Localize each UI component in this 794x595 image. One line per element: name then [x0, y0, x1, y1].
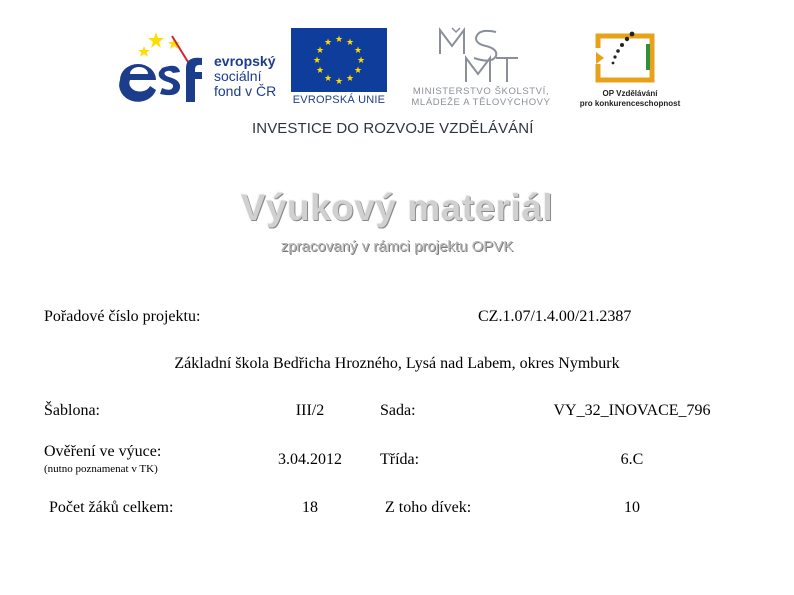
project-number-label: Pořadové číslo projektu:	[44, 308, 201, 325]
trida-label: Třída:	[380, 451, 420, 468]
overeni-label: Ověření ve výuce:	[44, 443, 162, 460]
msmt-line2: MLÁDEŽE A TĚLOVÝCHOVY	[411, 97, 551, 108]
sada-label: Sada:	[380, 402, 416, 419]
svg-text:★: ★	[334, 77, 344, 87]
msmt-line1: MINISTERSTVO ŠKOLSTVÍ,	[412, 86, 550, 97]
investice-tagline: INVESTICE DO ROZVOJE VZDĚLÁVÁNÍ	[252, 120, 534, 137]
op-logo	[594, 30, 660, 86]
esf-wordmark	[214, 54, 276, 99]
school-name: Základní škola Bedřicha Hrozného, Lysá nad Labem, okres Nymburk	[174, 355, 620, 372]
esf-logo	[116, 28, 210, 106]
svg-text:★: ★	[323, 38, 333, 48]
pocet-label: Počet žáků celkem:	[49, 499, 174, 516]
op-line1: OP Vzdělávání	[602, 89, 658, 98]
divky-label: Z toho dívek:	[385, 499, 472, 516]
overeni-note: (nutno poznamenat v TK)	[44, 463, 158, 475]
trida-value: 6.C	[620, 451, 644, 468]
svg-text:★: ★	[353, 66, 363, 76]
sablona-value: III/2	[295, 402, 325, 419]
svg-text:★: ★	[315, 66, 325, 76]
pocet-value: 18	[302, 499, 318, 516]
sablona-label: Šablona:	[44, 402, 100, 419]
svg-text:★: ★	[356, 56, 366, 66]
project-number-value: CZ.1.07/1.4.00/21.2387	[478, 308, 632, 325]
page-title: Výukový materiál	[240, 187, 554, 228]
overeni-value: 3.04.2012	[278, 451, 342, 468]
msmt-logo	[436, 26, 522, 84]
esf-line1: evropský	[214, 53, 276, 69]
svg-text:★: ★	[353, 46, 363, 56]
page-subtitle: zpracovaný v rámci projektu OPVK	[280, 238, 514, 255]
svg-text:★: ★	[334, 35, 344, 45]
svg-text:★: ★	[323, 74, 333, 84]
op-line2: pro konkurenceschopnost	[579, 99, 681, 108]
esf-line2: sociální	[214, 68, 262, 84]
svg-text:★: ★	[315, 46, 325, 56]
esf-line3: fond v ČR	[214, 83, 277, 99]
sada-value: VY_32_INOVACE_796	[553, 402, 711, 419]
svg-text:★: ★	[345, 38, 355, 48]
svg-text:★: ★	[345, 74, 355, 84]
msmt-wordmark	[396, 86, 566, 108]
svg-text:★: ★	[312, 56, 322, 66]
eu-flag-icon	[291, 28, 387, 92]
op-wordmark	[570, 89, 690, 109]
divky-value: 10	[624, 499, 640, 516]
eu-label: EVROPSKÁ UNIE	[292, 94, 386, 106]
